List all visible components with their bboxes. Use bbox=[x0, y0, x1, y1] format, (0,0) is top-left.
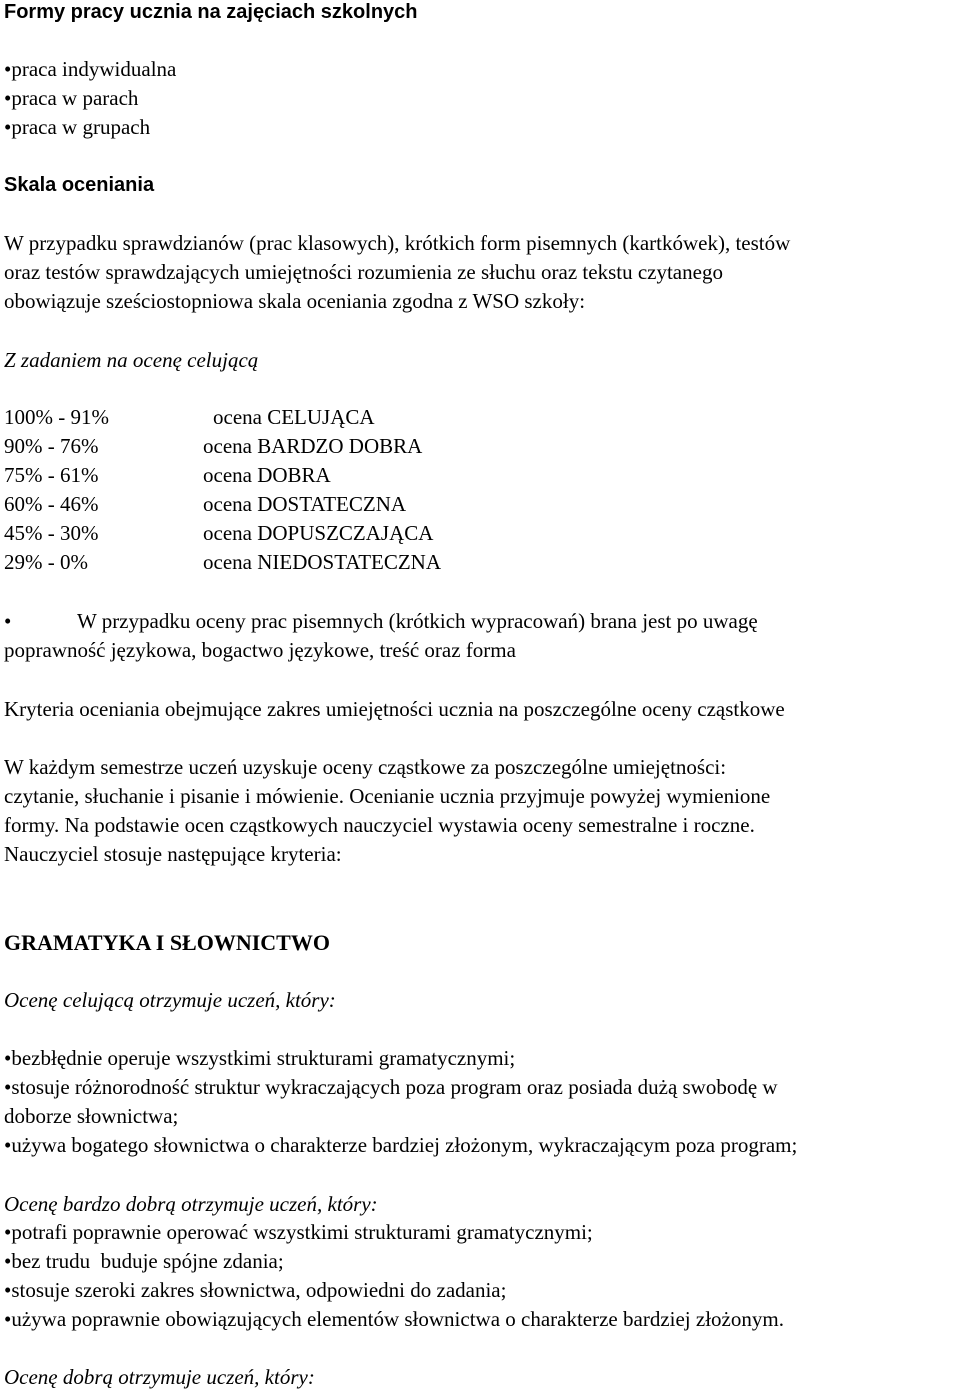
grade-label: ocena BARDZO DOBRA bbox=[203, 434, 423, 458]
form-item: •praca w grupach bbox=[4, 115, 151, 139]
page-title: Formy pracy ucznia na zajęciach szkolnych bbox=[4, 1, 418, 23]
section-heading: GRAMATYKA I SŁOWNICTWO bbox=[4, 930, 330, 955]
criteria-heading: Kryteria oceniania obejmujące zakres umiejętności ucznia na poszczególne oceny cząstkowe bbox=[4, 697, 785, 721]
grade-range: 45% - 30% bbox=[4, 521, 99, 545]
semester-text-line: W każdym semestrze uczeń uzyskuje oceny cząstkowe za poszczególne umiejętności: bbox=[4, 755, 727, 779]
grade-label: ocena CELUJĄCA bbox=[213, 405, 375, 429]
celujaca-note: Z zadaniem na ocenę celującą bbox=[4, 348, 259, 372]
criteria-item: •stosuje różnorodność struktur wykraczających poza program oraz posiada dużą swobodę w bbox=[4, 1075, 778, 1099]
criteria-item: •bezbłędnie operuje wszystkimi strukturami gramatycznymi; bbox=[4, 1046, 516, 1070]
grade-criteria-heading: Ocenę bardzo dobrą otrzymuje uczeń, który: bbox=[4, 1192, 378, 1216]
grade-range: 60% - 46% bbox=[4, 492, 99, 516]
criteria-item: •bez trudu buduje spójne zdania; bbox=[4, 1249, 284, 1273]
scale-heading: Skala oceniania bbox=[4, 174, 155, 196]
grade-range: 29% - 0% bbox=[4, 550, 88, 574]
semester-text-line: formy. Na podstawie ocen cząstkowych nauczyciel wystawia oceny semestralne i roczne. bbox=[4, 813, 755, 837]
criteria-item: •potrafi poprawnie operować wszystkimi strukturami gramatycznymi; bbox=[4, 1220, 593, 1244]
grade-range: 75% - 61% bbox=[4, 463, 99, 487]
grade-criteria-heading: Ocenę dobrą otrzymuje uczeń, który: bbox=[4, 1365, 315, 1389]
grade-label: ocena DOPUSZCZAJĄCA bbox=[203, 521, 434, 545]
form-item: •praca w parach bbox=[4, 86, 139, 110]
scale-intro-line: W przypadku sprawdzianów (prac klasowych), krótkich form pisemnych (kartkówek), testów bbox=[4, 231, 791, 255]
written-note-line: poprawność językowa, bogactwo językowe, treść oraz forma bbox=[4, 638, 516, 662]
semester-text-line: Nauczyciel stosuje następujące kryteria: bbox=[4, 842, 342, 866]
written-note-line: W przypadku oceny prac pisemnych (krótkich wypracowań) brana jest po uwagę bbox=[77, 609, 758, 633]
criteria-item: •stosuje szeroki zakres słownictwa, odpowiedni do zadania; bbox=[4, 1278, 507, 1302]
semester-text-line: czytanie, słuchanie i pisanie i mówienie. Ocenianie ucznia przyjmuje powyżej wymienione bbox=[4, 784, 771, 808]
criteria-item: doborze słownictwa; bbox=[4, 1104, 179, 1128]
grade-label: ocena NIEDOSTATECZNA bbox=[203, 550, 442, 574]
scale-intro-line: obowiązuje sześciostopniowa skala oceniania zgodna z WSO szkoły: bbox=[4, 289, 586, 313]
grade-range: 100% - 91% bbox=[4, 405, 109, 429]
criteria-item: •używa poprawnie obowiązujących elementów słownictwa o charakterze bardziej złożonym. bbox=[4, 1307, 784, 1331]
grade-criteria-heading: Ocenę celującą otrzymuje uczeń, który: bbox=[4, 988, 336, 1012]
form-item: •praca indywidualna bbox=[4, 57, 177, 81]
criteria-item: •używa bogatego słownictwa o charakterze bardziej złożonym, wykraczającym poza program; bbox=[4, 1133, 798, 1157]
grade-range: 90% - 76% bbox=[4, 434, 99, 458]
scale-intro-line: oraz testów sprawdzających umiejętności rozumienia ze słuchu oraz tekstu czytanego bbox=[4, 260, 723, 284]
bullet-icon: • bbox=[4, 609, 12, 633]
grade-label: ocena DOSTATECZNA bbox=[203, 492, 407, 516]
grade-label: ocena DOBRA bbox=[203, 463, 331, 487]
